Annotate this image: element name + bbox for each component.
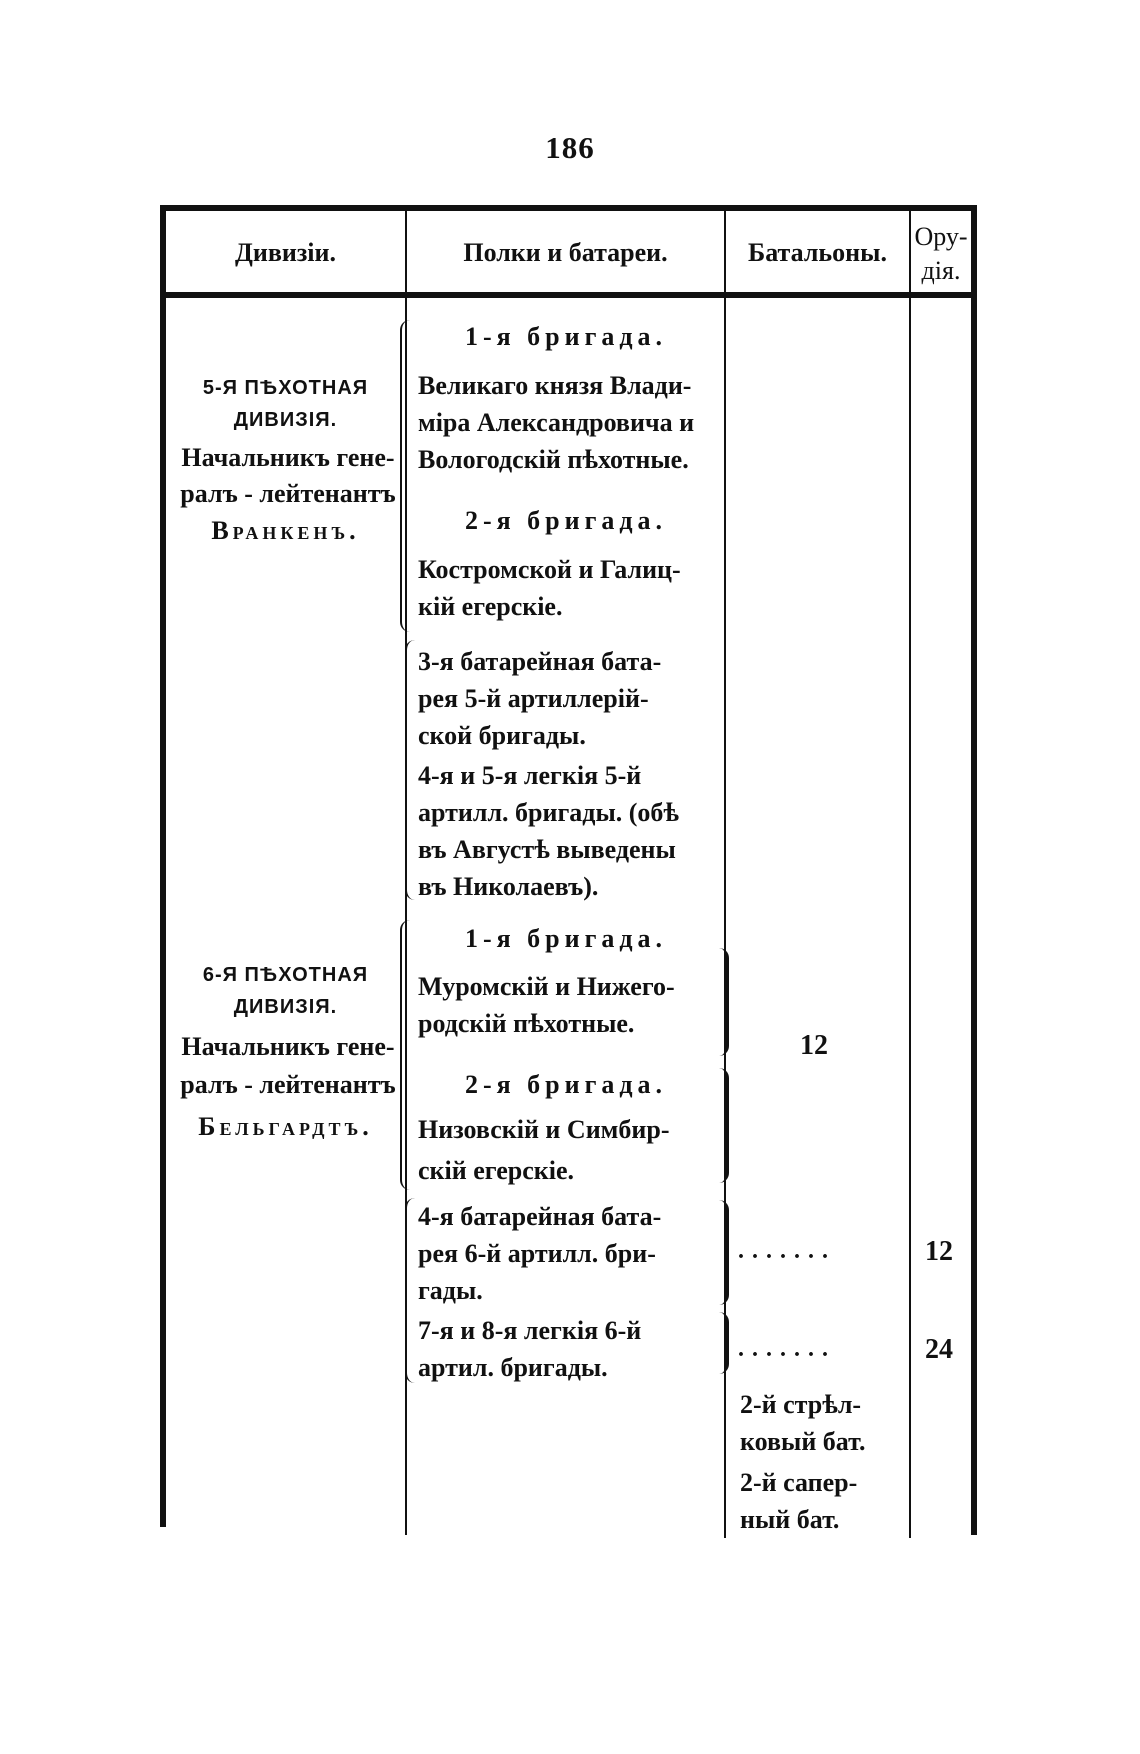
division-6-battery-2-line1: 7-я и 8-я легкія 6-й — [418, 1316, 642, 1345]
division-5-battery-1-line1: 3-я батарейная бата- — [418, 647, 662, 676]
division-5-battery-2-line2: артилл. бригады. (обѣ — [418, 798, 680, 827]
division-6-battery-2-guns: 24 — [925, 1334, 953, 1365]
division-6-battery-1-dots: ....... — [738, 1238, 836, 1264]
division-6-brigade-2-line1: Низовскій и Симбир- — [418, 1115, 670, 1144]
division-5-brigade-1-line1: Великаго князя Влади- — [418, 371, 692, 400]
division-6-title-line1: 6-Я ПѢХОТНАЯ — [202, 964, 369, 986]
division-6-brigade-1-brace — [716, 948, 729, 1056]
division-6-battery-1-brace — [716, 1200, 729, 1305]
division-6-brigade-1-title: 1-я бригада. — [464, 924, 668, 953]
division-6-brigade-2-title: 2-я бригада. — [464, 1070, 668, 1099]
division-5-brigades-brace — [400, 320, 412, 632]
division-6-battalions-count: 12 — [800, 1030, 828, 1061]
col-divider-3 — [909, 208, 911, 1538]
division-6-battery-1-line2: рея 6-й артилл. бри- — [418, 1239, 656, 1268]
division-6-battery-1-line3: гады. — [418, 1276, 483, 1305]
header-divisions: Дивизіи. — [234, 238, 337, 267]
left-border — [160, 205, 166, 1527]
division-6-brigade-1-line1: Муромскій и Нижего- — [418, 972, 675, 1001]
division-5-battery-brace — [405, 640, 417, 900]
division-5-battery-1-line2: рея 5-й артиллерій- — [418, 684, 649, 713]
division-5-brigade-1-line3: Вологодскій пѣхотные. — [418, 445, 689, 474]
division-6-battery-2-dots: ....... — [738, 1336, 836, 1362]
division-5-commander-name: Вранкенъ. — [211, 516, 360, 545]
division-5-title-line1: 5-Я ПѢХОТНАЯ — [202, 377, 369, 399]
header-guns-line1: Ору- — [914, 222, 968, 251]
division-6-commander-line2: ралъ - лейтенантъ — [180, 1070, 396, 1099]
page-number: 186 — [545, 130, 595, 165]
division-6-rifle-battalion-line2: ковый бат. — [740, 1427, 866, 1456]
table-top-border — [160, 205, 975, 211]
division-5-battery-1-line3: ской бригады. — [418, 721, 586, 750]
header-battalions: Батальоны. — [748, 238, 887, 267]
division-6-battery-1-line1: 4-я батарейная бата- — [418, 1202, 662, 1231]
division-6-brigades-brace — [400, 920, 412, 1190]
division-6-rifle-battalion-line1: 2-й стрѣл- — [740, 1390, 862, 1419]
header-regiments: Полки и батареи. — [463, 238, 668, 267]
header-guns-line2: дія. — [921, 256, 961, 285]
division-5-brigade-1-line2: міра Александровича и — [418, 408, 695, 437]
division-6-battery-2-brace — [716, 1312, 729, 1374]
division-6-commander-line1: Начальникъ гене- — [181, 1032, 395, 1061]
right-border — [971, 205, 977, 1535]
division-5-battery-2-line4: въ Николаевъ). — [418, 872, 599, 901]
division-5-brigade-2-line1: Костромской и Галиц- — [418, 555, 681, 584]
division-5-brigade-2-title: 2-я бригада. — [464, 506, 668, 535]
division-6-title-line2: ДИВИЗІЯ. — [233, 996, 338, 1018]
header-bottom-border — [160, 292, 975, 298]
division-5-brigade-1-title: 1-я бригада. — [464, 322, 668, 351]
division-5-title-line2: ДИВИЗІЯ. — [233, 409, 338, 431]
division-6-sapper-battalion-line1: 2-й сапер- — [740, 1468, 858, 1497]
division-6-battery-brace — [405, 1198, 417, 1383]
division-6-battery-2-line2: артил. бригады. — [418, 1353, 608, 1382]
division-6-brigade-2-line2: скій егерскіе. — [418, 1156, 575, 1185]
division-5-battery-2-line1: 4-я и 5-я легкія 5-й — [418, 761, 642, 790]
division-5-battery-2-line3: въ Августѣ выведены — [418, 835, 676, 864]
division-5-brigade-2-line2: кій егерскіе. — [418, 592, 563, 621]
division-5-commander-line2: ралъ - лейтенантъ — [180, 479, 396, 508]
division-6-sapper-battalion-line2: ный бат. — [740, 1505, 840, 1534]
division-6-commander-name: Бельгардтъ. — [198, 1112, 373, 1141]
division-6-brigade-1-line2: родскій пѣхотные. — [418, 1009, 635, 1038]
division-5-commander-line1: Начальникъ гене- — [181, 443, 395, 472]
division-6-battery-1-guns: 12 — [925, 1236, 953, 1267]
